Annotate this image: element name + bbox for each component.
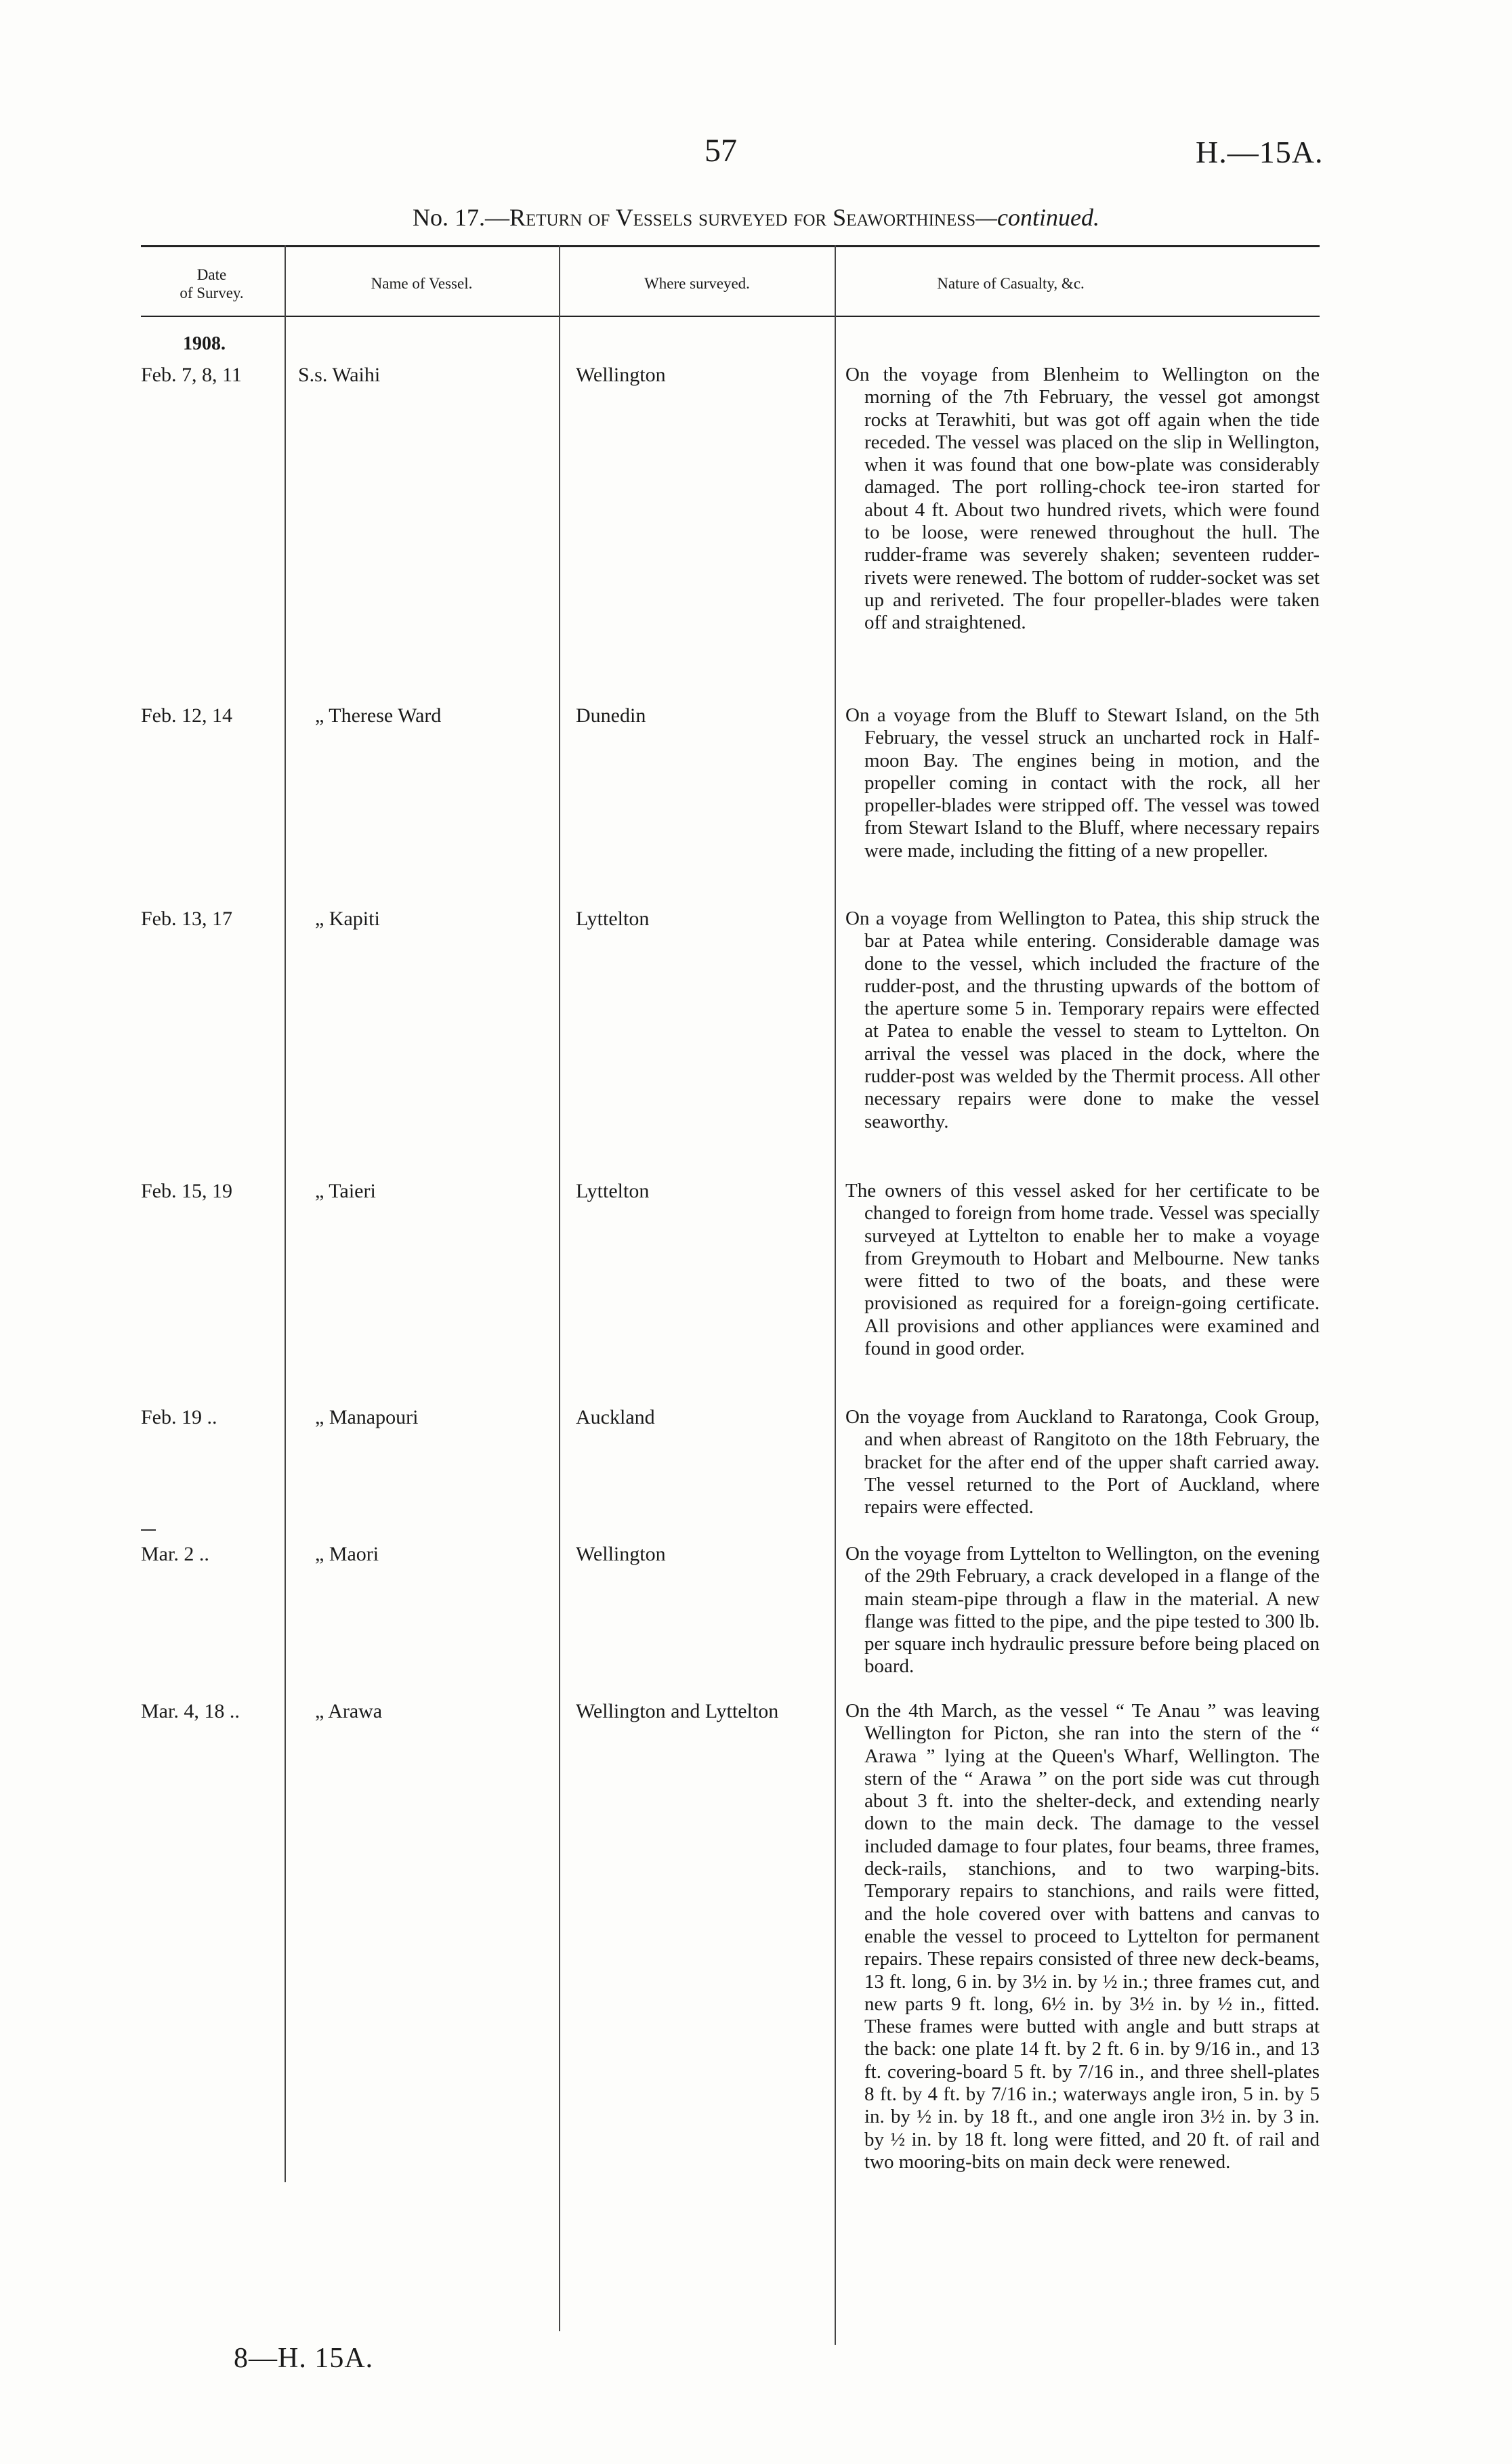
column-divider-3 — [835, 245, 836, 2345]
row-4-casualty-text: The owners of this vessel asked for her certificate to be changed to foreign from home trade. Vessel was specially surveyed at Lyttelton to enable her to make a voyage from Greymouth to Hobart and Melbourne. New tanks were fitted to two of the boats, and these were provisioned as required for a foreign-going certificate. All provisions and other appliances were examined and found in good order. — [845, 1180, 1320, 1360]
row-3-vessel: „ Kapiti — [315, 908, 380, 930]
document-reference: H.—15A. — [1196, 135, 1324, 169]
row-3-casualty — [845, 908, 1320, 1133]
row-7-date: Mar. 4, 18 .. — [141, 1700, 240, 1722]
row-4-date: Feb. 15, 19 — [141, 1180, 232, 1202]
row-4-place: Lyttelton — [576, 1180, 650, 1202]
row-6-vessel: „ Maori — [315, 1543, 379, 1565]
row-7-place: Wellington and Lyttelton — [576, 1700, 779, 1722]
survey-year: 1908. — [183, 333, 226, 354]
row-4-casualty — [845, 1180, 1320, 1360]
row-5-casualty-text: On the voyage from Auckland to Raratonga, Cook Group, and when abreast of Rangitoto on the 18th February, the bracket for the after end of the upper shaft carried away. The vessel returned to the Port of Auckland, where repairs were effected. — [845, 1406, 1320, 1518]
title-suffix: —continued. — [975, 204, 1100, 231]
row-2-date: Feb. 12, 14 — [141, 704, 232, 727]
title-main: Return of Vessels surveyed for Seaworthiness — [509, 204, 976, 231]
row-6-casualty-text: On the voyage from Lyttelton to Wellington, on the evening of the 29th February, a crack developed in a flange of the main steam-pipe through a flaw in the material. A new flange was fitted to the pipe, and the pipe tested to 300 lb. per square inch hydraulic pressure before being placed on board. — [845, 1543, 1320, 1678]
row-7-casualty-text: On the 4th March, as the vessel “ Te Anau ” was leaving Wellington for Picton, she ran into the stern of the “ Arawa ” lying at the Queen's Wharf, Wellington. The stern of the “ Arawa ” on the port side was cut through about 3 ft. into the shelter-deck, and extending nearly down to the main deck. The damage to the vessel included damage to four plates, four beams, three frames, deck-rails, stanchions, and to two warping-bits. Temporary repairs to stanchions, and rails were fitted, and the hole covered over with battens and canvas to enable the vessel to proceed to Lyttelton for permanent repairs. These repairs consisted of three new deck-beams, 13 ft. long, 6 in. by 3½ in. by ½ in.; three frames cut, and new parts 9 ft. long, 6½ in. by 3½ in. by ½ in., fitted. These frames were butted with angle and butt straps at the back: one plate 14 ft. by 2 ft. 6 in. by 9/16 in., and 13 ft. covering-board 5 ft. by 7/16 in., and three shell-plates 8 ft. by 4 ft. by 7/16 in.; waterways angle iron, 5 in. by 5 in. by ½ in. by 18 ft., and one angle iron 3½ in. by 3 in. by ½ in. by 18 ft. long were fitted, and 20 ft. of rail and two mooring-bits on main deck were renewed. — [845, 1700, 1320, 2173]
row-3-date: Feb. 13, 17 — [141, 908, 232, 930]
row-1-casualty-text: On the voyage from Blenheim to Wellington on the morning of the 7th February, the vessel got amongst rocks at Terawhiti, but was got off again when the tide receded. The vessel was placed on the slip in Wellington, when it was found that one bow-plate was considerably damaged. The port rolling-chock tee-iron started for about 4 ft. About two hundred rivets, which were found to be loose, were renewed throughout the hull. The rudder-frame was severely shaken; seventeen rudder-rivets were renewed. The bottom of rudder-socket was set up and reriveted. The four propeller-blades were taken off and straightened. — [845, 364, 1320, 634]
column-header-vessel: Name of Vessel. — [371, 275, 473, 292]
row-4-vessel: „ Taieri — [315, 1180, 376, 1202]
row-5-date: Feb. 19 .. — [141, 1406, 217, 1428]
row-6-casualty — [845, 1543, 1320, 1678]
column-divider-2 — [559, 245, 560, 2331]
title-prefix: No. 17.— — [412, 204, 509, 231]
row-2-place: Dunedin — [576, 704, 646, 727]
row-7-vessel: „ Arawa — [315, 1700, 383, 1722]
row-6-date: Mar. 2 .. — [141, 1543, 209, 1565]
row-1-casualty — [845, 364, 1320, 635]
row-2-casualty — [845, 704, 1320, 862]
column-header-casualty: Nature of Casualty, &c. — [937, 275, 1085, 292]
row-1-date: Feb. 7, 8, 11 — [141, 364, 242, 386]
table-title — [0, 203, 1512, 232]
table-top-rule — [141, 245, 1320, 247]
row-3-place: Lyttelton — [576, 908, 650, 930]
row-5-place: Auckland — [576, 1406, 655, 1428]
row-5-vessel: „ Manapouri — [315, 1406, 419, 1428]
row-3-casualty-text: On a voyage from Wellington to Patea, this ship struck the bar at Patea while entering. Considerable damage was done to the vessel, which included the fracture of the rudder-post, and the thrusting upwards of the bottom of the aperture some 5 in. Temporary repairs were effected at Patea to enable the vessel to steam to Lyttelton. On arrival the vessel was placed in the dock, where the rudder-post was welded by the Thermit process. All other necessary repairs were done to make the vessel seaworthy. — [845, 908, 1320, 1132]
row-1-place: Wellington — [576, 364, 666, 386]
column-header-place: Where surveyed. — [644, 275, 750, 292]
row-2-vessel: „ Therese Ward — [315, 704, 442, 727]
row-7-casualty — [845, 1700, 1320, 2173]
row-1-vessel: S.s. Waihi — [298, 364, 381, 386]
row-5-casualty — [845, 1406, 1320, 1518]
signature-mark: 8—H. 15A. — [234, 2343, 374, 2374]
column-header-date: Date of Survey. — [180, 266, 244, 301]
row-6-place: Wellington — [576, 1543, 666, 1565]
header-bottom-rule — [141, 316, 1320, 317]
column-divider-1 — [285, 245, 286, 2182]
row-2-casualty-text: On a voyage from the Bluff to Stewart Island, on the 5th February, the vessel struck an uncharted rock in Half-moon Bay. The engines being in motion, and the propeller coming in contact with the rock, all her propeller-blades were stripped off. The vessel was towed from Stewart Island to the Bluff, where necessary repairs were made, including the fitting of a new propeller. — [845, 704, 1320, 862]
page-number: 57 — [705, 133, 737, 169]
dash-mark — [141, 1529, 156, 1531]
